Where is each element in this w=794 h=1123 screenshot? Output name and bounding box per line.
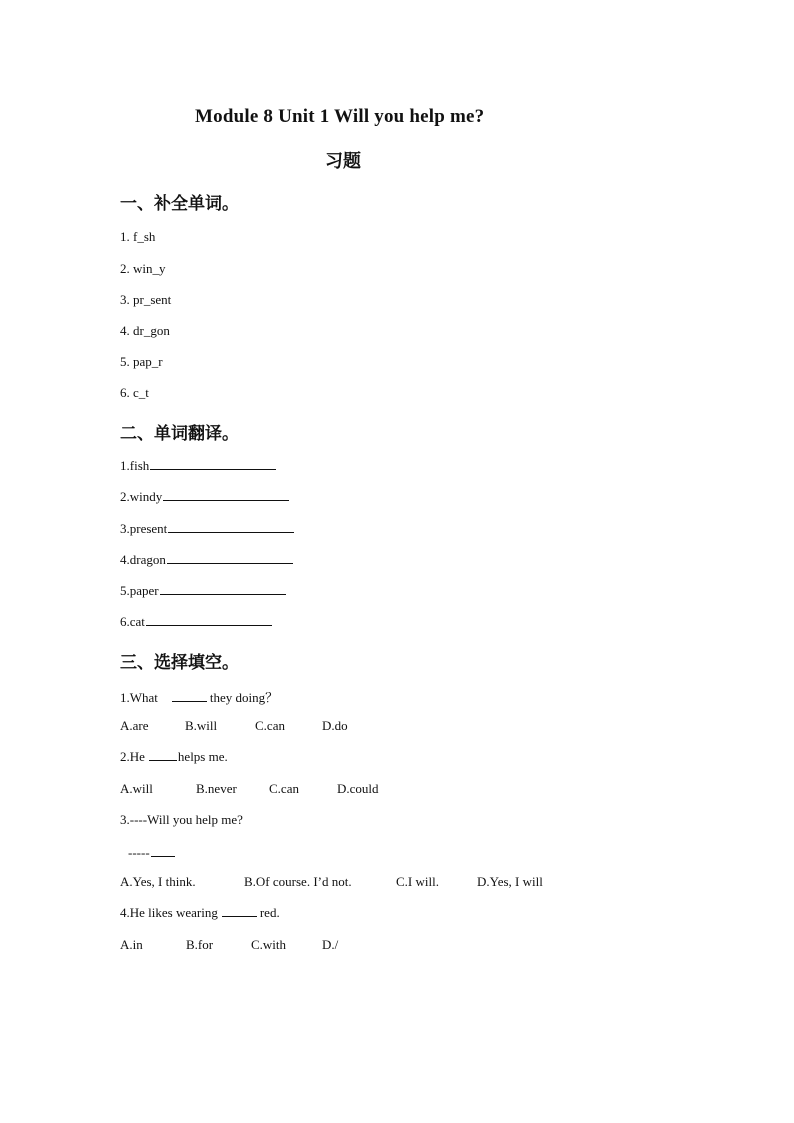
question-text: helps me. — [177, 749, 228, 764]
answer-blank — [172, 700, 207, 702]
word-label: 3.present — [120, 521, 168, 536]
list-item: 6. c_t — [120, 385, 149, 400]
list-item — [120, 489, 289, 505]
list-item: 5. pap_r — [120, 354, 163, 369]
list-item: 4. dr_gon — [120, 323, 170, 338]
option-b: B.Of course. I’d not. — [244, 874, 352, 889]
list-item: 2. win_y — [120, 261, 166, 276]
option-b: B.will — [185, 718, 218, 733]
option-a: A.will — [120, 781, 153, 796]
answer-blank — [222, 915, 257, 917]
question-text: red. — [259, 905, 280, 920]
option-d: D.Yes, I will — [477, 874, 543, 889]
option-c: C.I will. — [396, 874, 439, 889]
list-item — [120, 614, 272, 630]
answer-blank — [151, 855, 175, 857]
option-b: B.never — [196, 781, 237, 796]
list-item: 3. pr_sent — [120, 292, 172, 307]
answer-blank — [160, 593, 286, 595]
option-c: C.with — [251, 937, 287, 952]
answer-blank — [150, 468, 276, 470]
question-1 — [120, 687, 278, 706]
option-a: A.are — [120, 718, 149, 733]
list-item: 1. f_sh — [120, 229, 156, 244]
answer-blank — [168, 531, 294, 533]
word-label: 5.paper — [120, 583, 159, 598]
option-a: A.in — [120, 937, 143, 952]
dialogue-dash: ----- — [128, 845, 150, 860]
answer-blank — [167, 562, 293, 564]
answer-blank — [146, 624, 272, 626]
section-heading-multiple-choice: 三、选择填空。 — [120, 653, 239, 673]
answer-blank — [149, 759, 177, 761]
option-c: C.can — [255, 718, 285, 733]
question-2 — [120, 749, 228, 765]
list-item — [120, 458, 276, 474]
question-text: 4.He likes wearing — [120, 905, 218, 920]
word-label: 6.cat — [120, 614, 145, 629]
section-heading-translate-words: 二、单词翻译。 — [120, 424, 239, 444]
option-d: D.do — [322, 718, 348, 733]
page-subtitle: 习题 — [325, 151, 361, 172]
question-text: they doing？ — [209, 690, 279, 705]
option-c: C.can — [269, 781, 299, 796]
option-b: B.for — [186, 937, 214, 952]
question-3-answer-line — [128, 845, 175, 861]
section-heading-fill-words: 一、补全单词。 — [120, 194, 239, 214]
question-text: 1.What — [120, 690, 158, 705]
option-a: A.Yes, I think. — [120, 874, 196, 889]
list-item — [120, 552, 293, 568]
page-title: Module 8 Unit 1 Will you help me? — [195, 106, 485, 127]
answer-blank — [163, 499, 289, 501]
option-d: D.could — [337, 781, 379, 796]
question-text: 2.He — [120, 749, 145, 764]
question-3: 3.----Will you help me? — [120, 812, 243, 827]
word-label: 2.windy — [120, 489, 163, 504]
word-label: 4.dragon — [120, 552, 166, 567]
list-item — [120, 521, 294, 537]
option-d: D./ — [322, 937, 339, 952]
word-label: 1.fish — [120, 458, 150, 473]
list-item — [120, 583, 286, 599]
question-4 — [120, 905, 280, 921]
